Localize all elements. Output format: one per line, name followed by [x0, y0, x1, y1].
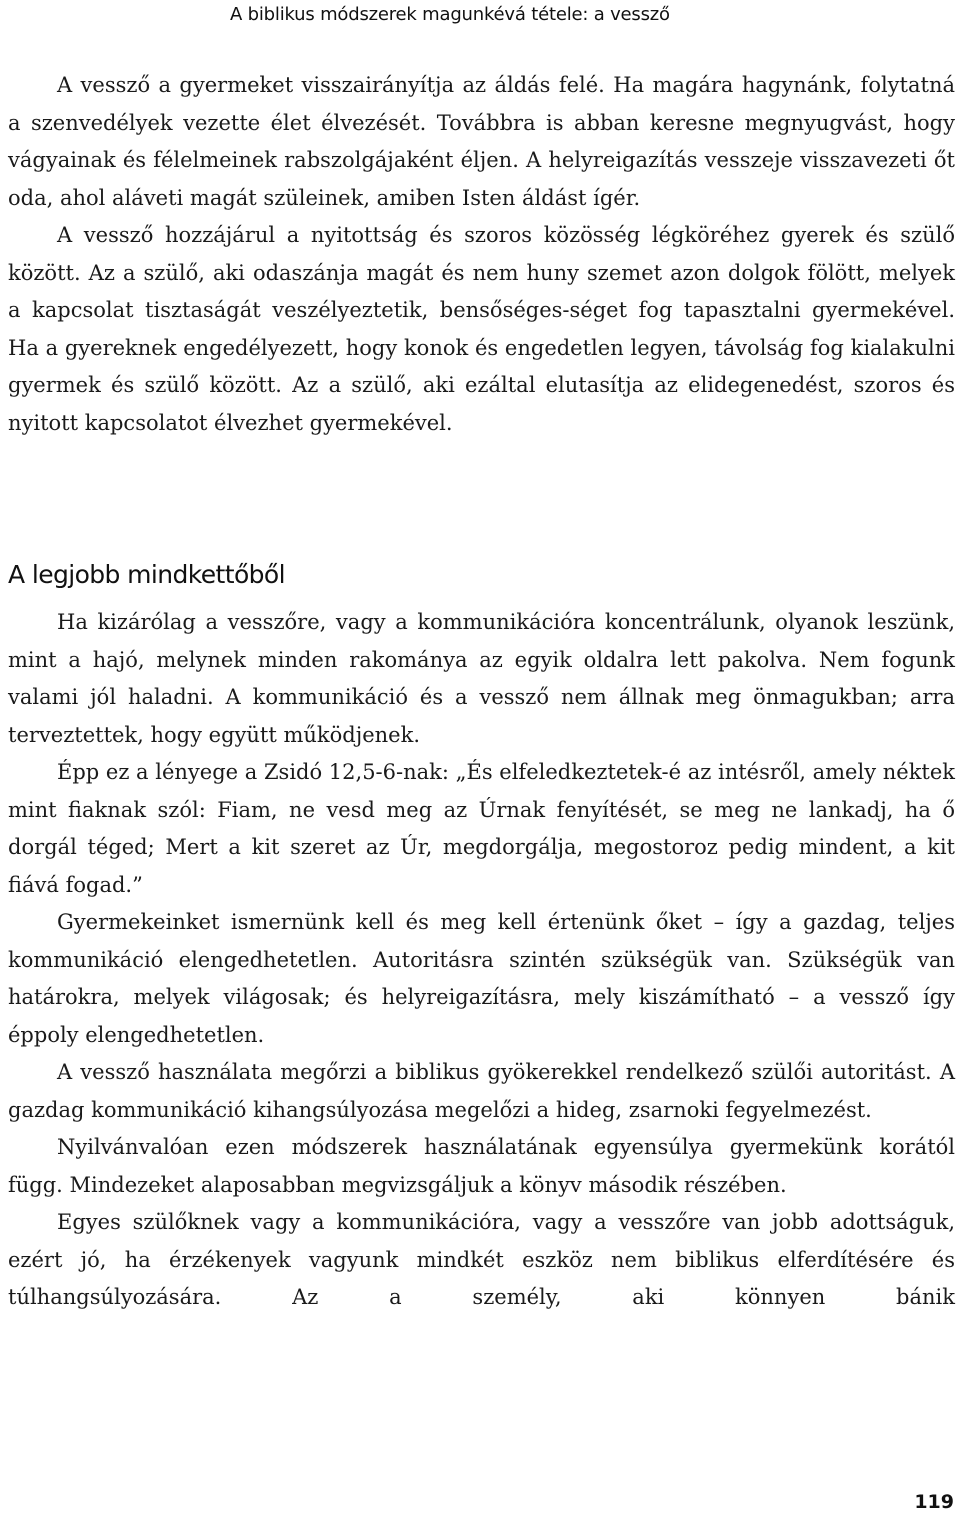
- paragraph: A vessző használata megőrzi a biblikus gyökerekkel rendelkező szülői autoritást. A gazdag kommunikáció kihangsúlyozása megelőzi a hideg, zsarnoki fegyelmezést.: [8, 1060, 955, 1122]
- paragraph: Gyermekeinket ismernünk kell és meg kell értenünk őket – így a gazdag, teljes kommunikáció elengedhetetlen. Autoritásra szintén szükségük van. Szükségük van határokra, melyek világosak; és helyreigazításra, mely kiszámítható – a vessző így éppoly elengedhetetlen.: [8, 910, 955, 1047]
- paragraph: Ha kizárólag a vesszőre, vagy a kommunikációra koncentrálunk, olyanok leszünk, mint a hajó, melynek minden rakománya az egyik oldalra lett pakolva. Nem fogunk valami jól haladni. A kommunikáció és a vessző nem állnak meg önmagukban; arra terveztettek, hogy együtt működjenek.: [8, 610, 955, 747]
- paragraph: Nyilvánvalóan ezen módszerek használatának egyensúlya gyermekünk korától függ. Mindezeket alaposabban megvizsgáljuk a könyv második részében.: [8, 1135, 955, 1197]
- paragraph: Épp ez a lényege a Zsidó 12,5-6-nak: „És elfeledkeztetek-é az intésről, amely néktek mint fiaknak szól: Fiam, ne vesd meg az Úrnak fenyítését, se meg ne lankadj, ha ő dorgál téged; Mert a kit szeret az Úr, megdorgálja, megostoroz pedig mindent, a kit fiává fogad.”: [8, 760, 956, 897]
- running-header: A biblikus módszerek magunkévá tétele: a vessző: [230, 4, 670, 25]
- page-number: 119: [914, 1491, 954, 1513]
- body-text-section-1: [8, 67, 955, 442]
- paragraph: A vessző hozzájárul a nyitottság és szoros közösség légköréhez gyerek és szülő között. Az a szülő, aki odaszánja magát és nem huny szemet azon dolgok fölött, melyek a kapcsolat tisztaságát veszélyeztetik, bensőséges-séget fog tapasztalni gyermekével. Ha a gyereknek engedélyezett, hogy konok és engedetlen legyen, távolság fog kialakulni gyermek és szülő között. Az a szülő, aki ezáltal elutasítja az elidegenedést, szoros és nyitott kapcsolatot élvezhet gyermekével.: [8, 223, 955, 435]
- section-heading: A legjobb mindkettőből: [8, 560, 285, 589]
- paragraph: A vessző a gyermeket visszairányítja az áldás felé. Ha magára hagynánk, folytatná a szenvedélyek vezette élet élvezését. Továbbra is abban keresne megnyugvást, hogy vágyainak és félelmeinek rabszolgájaként éljen. A helyreigazítás vesszeje visszavezeti őt oda, ahol aláveti magát szüleinek, amiben Isten áldást ígér.: [8, 73, 955, 210]
- paragraph: Egyes szülőknek vagy a kommunikációra, vagy a vesszőre van jobb adottságuk, ezért jó, ha érzékenyek vagyunk mindkét eszköz nem biblikus elferdítésére és túlhangsúlyozására. Az a személy, aki könnyen bánik: [8, 1210, 955, 1309]
- body-text-section-2: [8, 604, 955, 1317]
